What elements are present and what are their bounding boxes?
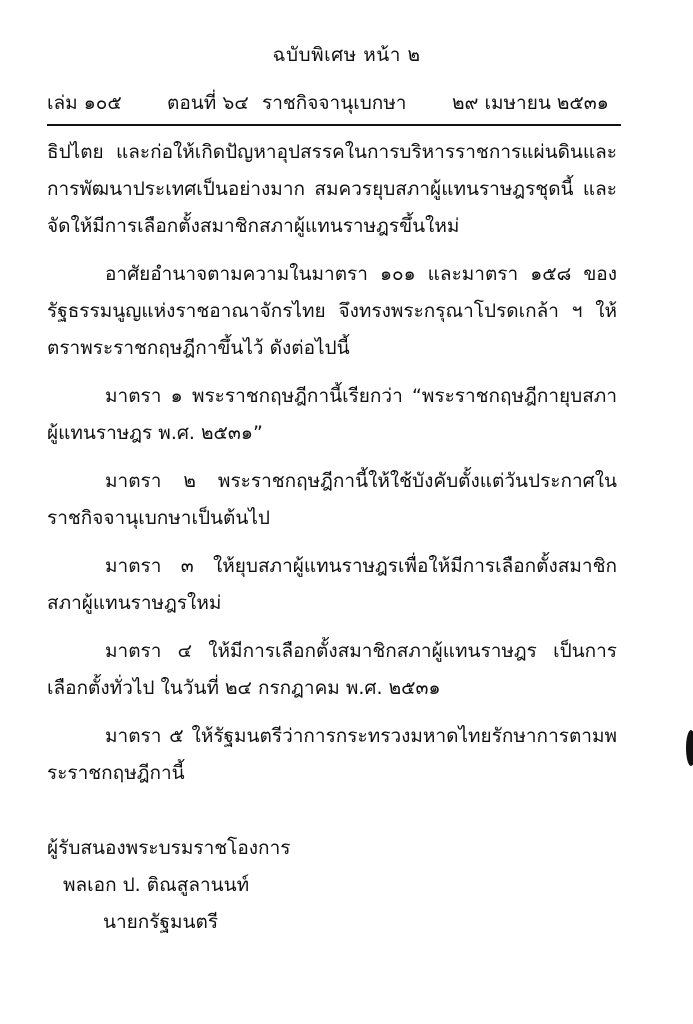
section-3: มาตรา ๓ ให้ยุบสภาผู้แทนราษฎรเพื่อให้มีการเลือกตั้งสมาชิกสภาผู้แทนราษฎรใหม่ [47,555,617,614]
section-2: มาตรา ๒ พระราชกฤษฎีกานี้ให้ใช้บังคับตั้งแต่วันประกาศในราชกิจจานุเบกษาเป็นต้นไป [47,470,617,529]
section-4: มาตรา ๔ ให้มีการเลือกตั้งสมาชิกสภาผู้แทนราษฎร เป็นการเลือกตั้งทั่วไป ในวันที่ ๒๔ กรกฎาคม พ.ศ. ๒๕๓๑ [47,640,617,699]
decree-body [47,134,617,941]
page-header-meta [47,88,617,114]
gazette-name: ราชกิจจานุเบกษา [262,92,407,114]
issue-number: ตอนที่ ๖๔ [167,92,249,114]
header-divider [47,124,621,126]
signatory-name: พลเอก ป. ติณสูลานนท์ [63,874,250,896]
authority-paragraph: อาศัยอำนาจตามความในมาตรา ๑๐๑ และมาตรา ๑๕๘ ของรัฐธรรมนูญแห่งราชอาณาจักรไทย จึงทรงพระกรุณาโปรดเกล้า ฯ ให้ตราพระราชกฤษฎีกาขึ้นไว้ ดังต่อไปนี้ [47,263,617,359]
volume-number: เล่ม ๑๐๕ [47,92,122,114]
countersign-label: ผู้รับสนองพระบรมราชโองการ [47,837,291,859]
page-header-title: ฉบับพิเศษ หน้า ๒ [272,44,421,66]
issue-date: ๒๙ เมษายน ๒๕๓๑ [452,92,609,114]
section-5: มาตรา ๕ ให้รัฐมนตรีว่าการกระทรวงมหาดไทยรักษาการตามพระราชกฤษฎีกานี้ [47,725,617,784]
section-1: มาตรา ๑ พระราชกฤษฎีกานี้เรียกว่า “พระราชกฤษฎีกายุบสภาผู้แทนราษฎร พ.ศ. ๒๕๓๑” [47,385,617,444]
signatory-position: นายกรัฐมนตรี [103,911,219,933]
scan-ink-mark [686,730,693,766]
preamble-paragraph: ธิปไตย และก่อให้เกิดปัญหาอุปสรรคในการบริหารราชการแผ่นดินและการพัฒนาประเทศเป็นอย่างมาก สมควรยุบสภาผู้แทนราษฎรชุดนี้ และจัดให้มีการเลือกตั้งสมาชิกสภาผู้แทนราษฎรขึ้นใหม่ [47,141,617,237]
